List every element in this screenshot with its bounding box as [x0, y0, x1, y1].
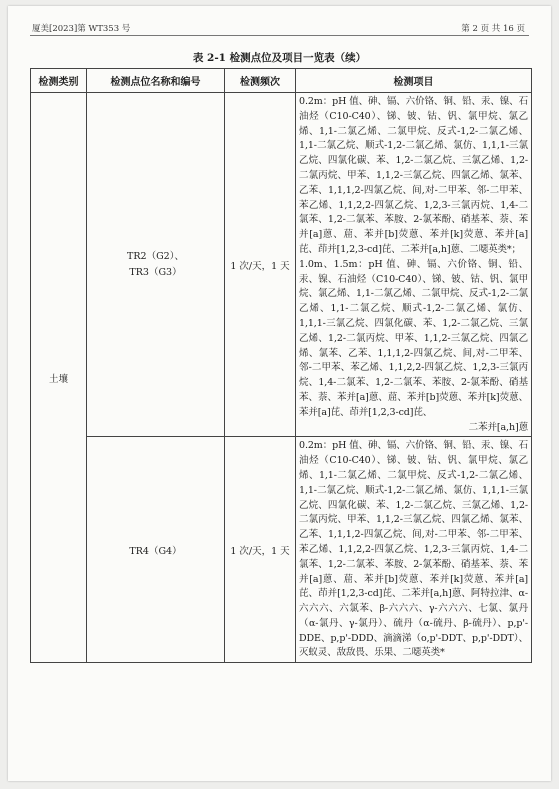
point-label-line2: TR3（G3） [129, 266, 182, 278]
frequency-cell: 1 次/天，1 天 [225, 93, 296, 437]
document-page [8, 6, 551, 781]
header-rule [30, 35, 529, 36]
table-row [31, 93, 532, 437]
category-cell: 土壤 [31, 93, 87, 663]
items-depth-0.2m: 0.2m：pH 值、砷、镉、六价铬、铜、铅、汞、镍、石油烃（C10-C40）、锑、铍、钴、钒、氯甲烷、氯乙烯、1,1-二氯乙烯、二氯甲烷、反式-1,2-二氯乙烯、1,1-二氯乙烷、顺式-1,2-二氯乙烯、氯仿、1,1,1-三氯乙烷、四氯化碳、苯、1,2-二氯乙烷、三氯乙烯、1,2-二氯丙烷、甲苯、1,1,2-三氯乙烷、四氯乙烯、氯苯、乙苯、1,1,1,2-四氯乙烷、间,对-二甲苯、邻-二甲苯、苯乙烯、1,1,2,2-四氯乙烷、1,2,3-三氯丙烷、1,4-二氯苯、1,2-二氯苯、苯胺、2-氯苯酚、硝基苯、萘、苯并[a]蒽、䓛、苯并[b]荧蒽、苯并[k]荧蒽、苯并[a]芘、茚并[1,2,3-cd]芘、二苯并[a,h]蒽、阿特拉津、α-六六六、六氯苯、β-六六六、γ-六六六、七氯、氯丹（α-氯丹、γ-氯丹）、硫丹（α-硫丹、β-硫丹）、p,p'-DDE、p,p'-DDD、滴滴涕（o,p'-DDT、p,p'-DDT）、灭蚁灵、敌敌畏、乐果、二噁英类* [299, 440, 528, 659]
items-depth-0.2m: 0.2m：pH 值、砷、镉、六价铬、铜、铅、汞、镍、石油烃（C10-C40）、锑、铍、钴、钒、氯甲烷、氯乙烯、1,1-二氯乙烯、二氯甲烷、反式-1,2-二氯乙烯、1,1-二氯乙烷、顺式-1,2-二氯乙烯、氯仿、1,1,1-三氯乙烷、四氯化碳、苯、1,2-二氯乙烷、三氯乙烯、1,2-二氯丙烷、甲苯、1,1,2-三氯乙烷、四氯乙烯、氯苯、乙苯、1,1,1,2-四氯乙烷、间,对-二甲苯、邻-二甲苯、苯乙烯、1,1,2,2-四氯乙烷、1,2,3-三氯丙烷、1,4-二氯苯、1,2-二氯苯、苯胺、2-氯苯酚、硝基苯、萘、苯并[a]蒽、䓛、苯并[b]荧蒽、苯并[k]荧蒽、苯并[a]芘、茚并[1,2,3-cd]芘、二苯并[a,h]蒽、二噁英类*； [299, 96, 528, 255]
items-depth-1.0m-1.5m-end: 二苯并[a,h]蒽 [468, 421, 528, 433]
column-header-items: 检测项目 [296, 69, 532, 93]
frequency-cell: 1 次/天，1 天 [225, 437, 296, 663]
table-header-row [31, 69, 532, 93]
column-header-point: 检测点位名称和编号 [87, 69, 225, 93]
items-cell [296, 437, 532, 663]
table-row [31, 437, 532, 663]
point-cell [87, 93, 225, 437]
column-header-frequency: 检测频次 [225, 69, 296, 93]
page-number: 第 2 页 共 16 页 [461, 24, 525, 34]
items-depth-1.0m-1.5m: 1.0m、1.5m：pH 值、砷、镉、六价铬、铜、铅、汞、镍、石油烃（C10-C40）、锑、铍、钴、钒、氯甲烷、氯乙烯、1,1-二氯乙烯、二氯甲烷、反式-1,2-二氯乙烯、1,1-二氯乙烷、顺式-1,2-二氯乙烯、氯仿、1,1,1-三氯乙烷、四氯化碳、苯、1,2-二氯乙烷、三氯乙烯、1,2-二氯丙烷、甲苯、1,1,2-三氯乙烷、四氯乙烯、氯苯、乙苯、1,1,1,2-四氯乙烷、间,对-二甲苯、邻-二甲苯、苯乙烯、1,1,2,2-四氯乙烷、1,2,3-三氯丙烷、1,4-二氯苯、1,2-二氯苯、苯胺、2-氯苯酚、硝基苯、萘、苯并[a]蒽、䓛、苯并[b]荧蒽、苯并[k]荧蒽、苯并[a]芘、茚并[1,2,3-cd]芘、 [299, 258, 528, 418]
report-number: 厦美[2023]第 WT353 号 [32, 24, 131, 34]
items-cell [296, 93, 532, 437]
column-header-category: 检测类别 [31, 69, 87, 93]
point-cell: TR4（G4） [87, 437, 225, 663]
point-label-line1: TR2（G2）、 [127, 250, 184, 262]
table-caption: 表 2-1 检测点位及项目一览表（续） [192, 52, 367, 64]
monitoring-points-table [30, 68, 532, 663]
